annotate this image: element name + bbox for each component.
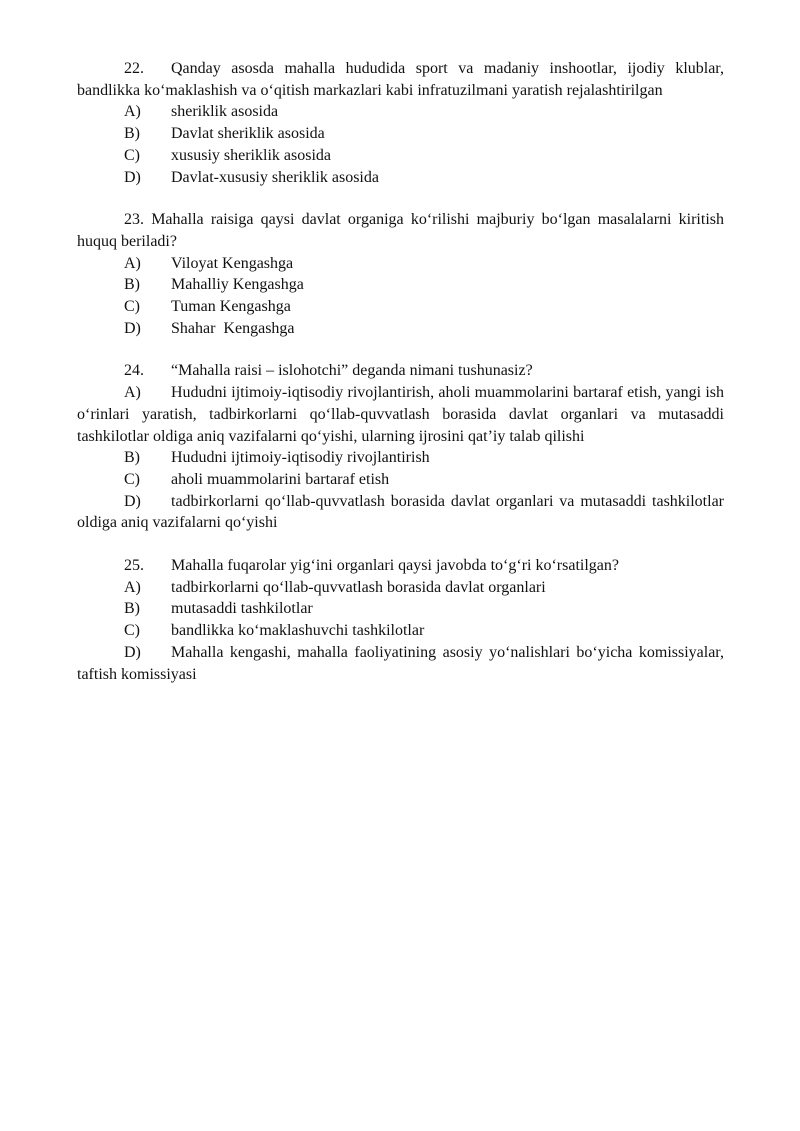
option-letter: C) — [124, 146, 140, 164]
option-text: tadbirkorlarni qo‘llab-quvvatlash borasida davlat organlari va mutasaddi tashkilotlar oldiga aniq vazifalarni qo‘yishi — [77, 492, 724, 532]
option-c — [77, 469, 724, 491]
option-text: Shahar Kengashga — [171, 319, 295, 337]
question-number: 25. — [124, 557, 144, 575]
question-body: “Mahalla raisi – islohotchi” deganda nimani tushunasiz? — [171, 362, 533, 380]
option-d — [77, 491, 724, 534]
option-text: Mahalla kengashi, mahalla faoliyatining asosiy yo‘nalishlari bo‘yicha komissiyalar, taftish komissiyasi — [77, 643, 724, 683]
option-d — [77, 642, 724, 685]
option-d — [77, 167, 724, 189]
option-b — [77, 274, 724, 296]
option-c — [77, 296, 724, 318]
option-letter: A) — [124, 254, 141, 272]
question-text — [77, 58, 724, 101]
document-page — [77, 58, 724, 706]
option-b — [77, 123, 724, 145]
option-c — [77, 145, 724, 167]
question-24 — [77, 360, 724, 534]
option-letter: B) — [124, 276, 140, 294]
option-letter: B) — [124, 449, 140, 467]
option-a — [77, 253, 724, 275]
option-text: Davlat sheriklik asosida — [171, 125, 325, 143]
option-letter: D) — [124, 168, 141, 186]
option-text: Davlat-xususiy sheriklik asosida — [171, 168, 379, 186]
question-number: 24. — [124, 362, 144, 380]
option-a — [77, 382, 724, 447]
option-letter: B) — [124, 600, 140, 618]
option-letter: C) — [124, 622, 140, 640]
option-text: bandlikka ko‘maklashuvchi tashkilotlar — [171, 622, 425, 640]
option-text: Mahalliy Kengashga — [171, 276, 304, 294]
question-body: Qanday asosda mahalla hududida sport va madaniy inshootlar, ijodiy klublar, bandlikka ko‘maklashish va o‘qitish markazlari kabi infratuzilmani yaratish rejalashtirilgan — [77, 60, 724, 99]
option-letter: A) — [124, 384, 141, 402]
option-letter: C) — [124, 298, 140, 316]
option-text: xususiy sheriklik asosida — [171, 146, 331, 164]
question-number: 22. — [124, 60, 144, 77]
option-letter: C) — [124, 470, 140, 488]
option-text: tadbirkorlarni qo‘llab-quvvatlash borasida davlat organlari — [171, 578, 546, 596]
question-22 — [77, 58, 724, 188]
option-letter: D) — [124, 319, 141, 337]
question-23 — [77, 209, 724, 339]
question-25 — [77, 555, 724, 685]
option-letter: B) — [124, 125, 140, 143]
option-text: mutasaddi tashkilotlar — [171, 600, 313, 618]
option-text: aholi muammolarini bartaraf etish — [171, 470, 390, 488]
option-b — [77, 447, 724, 469]
option-letter: D) — [124, 643, 141, 661]
option-d — [77, 318, 724, 340]
question-text — [77, 360, 724, 382]
option-text: Viloyat Kengashga — [171, 254, 294, 272]
option-letter: D) — [124, 492, 141, 510]
option-text: Tuman Kengashga — [171, 298, 291, 316]
option-text: sheriklik asosida — [171, 103, 279, 121]
question-body: Mahalla raisiga qaysi davlat organiga ko‘rilishi majburiy bo‘lgan masalalarni kiritish huquq beriladi? — [77, 211, 724, 250]
question-text — [77, 209, 724, 252]
question-text — [77, 555, 724, 577]
option-a — [77, 577, 724, 599]
option-letter: A) — [124, 103, 141, 121]
option-b — [77, 598, 724, 620]
option-text: Hududni ijtimoiy-iqtisodiy rivojlantirish, aholi muammolarini bartaraf etish, yangi ish o‘rinlari yaratish, tadbirkorlarni qo‘llab-quvvatlash borasida davlat organlari va mutasaddi tashkilotlar oldiga aniq vazifalarni qo‘yishi, ularning ijrosini qat’iy talab qilishi — [77, 384, 724, 445]
option-letter: A) — [124, 578, 141, 596]
question-body: Mahalla fuqarolar yig‘ini organlari qaysi javobda to‘g‘ri ko‘rsatilgan? — [171, 557, 619, 575]
option-text: Hududni ijtimoiy-iqtisodiy rivojlantirish — [171, 449, 430, 467]
option-c — [77, 620, 724, 642]
question-number: 23. — [124, 211, 144, 229]
option-a — [77, 101, 724, 123]
